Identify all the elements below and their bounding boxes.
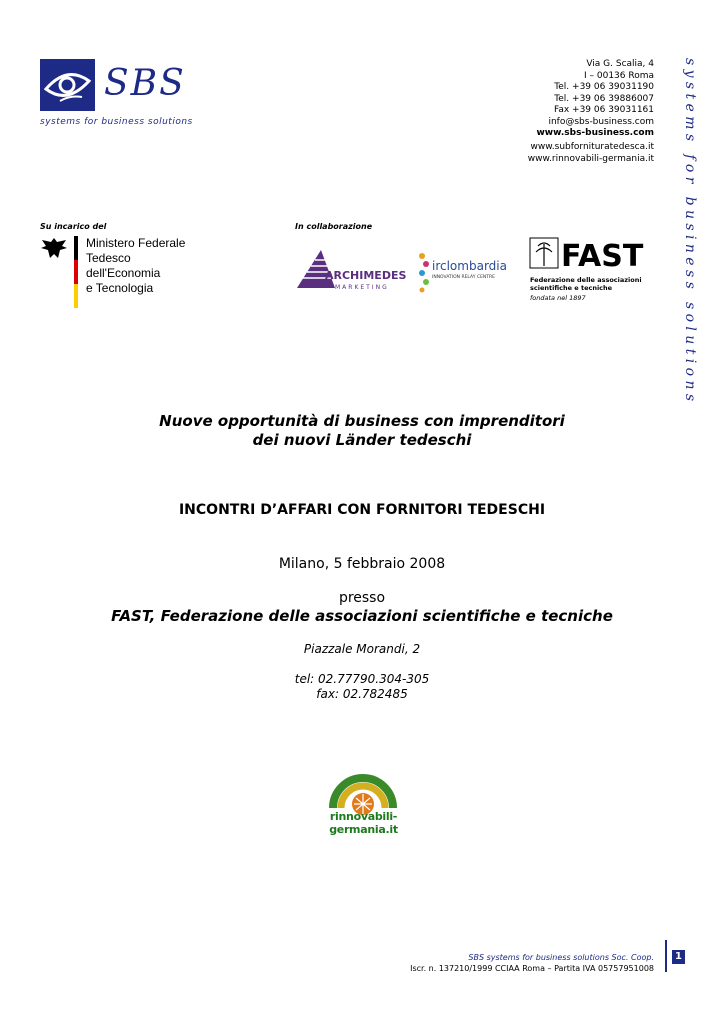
ministry-logo xyxy=(40,236,210,308)
fast-founded: fondata nel 1897 xyxy=(530,294,586,302)
venue-name: FAST, Federazione delle associazioni scientifiche e tecniche xyxy=(111,607,613,625)
address-line: Tel. +39 06 39886007 xyxy=(554,93,654,104)
title-line: Nuove opportunità di business con imprenditori xyxy=(159,412,565,430)
fast-logo xyxy=(530,238,644,310)
email-link[interactable]: info@sbs-business.com xyxy=(548,116,654,127)
main-title xyxy=(0,412,724,450)
venue-phone: tel: 02.77790.304-305 xyxy=(294,672,430,686)
site-link[interactable]: www.subfornituratedesca.it xyxy=(530,142,654,152)
logo-tagline: systems for business solutions xyxy=(40,117,193,127)
fast-desc: Federazione delle associazioni xyxy=(530,276,642,284)
irc-lombardia-logo xyxy=(418,248,508,293)
related-sites xyxy=(528,142,654,165)
archimedes-name: ARCHIMEDES xyxy=(325,269,407,282)
venue-fax: fax: 02.782485 xyxy=(316,687,408,701)
site-link[interactable]: www.rinnovabili-germania.it xyxy=(527,153,654,164)
ministry-line: Tedesco xyxy=(86,251,131,265)
commissioned-label: Su incarico del xyxy=(40,222,107,231)
ministry-line: dell'Economia xyxy=(86,266,161,280)
page-divider xyxy=(665,940,667,972)
logo-wordmark: SBS xyxy=(104,63,186,104)
title-line: dei nuovi Länder tedeschi xyxy=(252,431,472,449)
footer-company: SBS systems for business solutions Soc. Coop. xyxy=(468,953,654,962)
presso-label: presso xyxy=(338,590,386,606)
address-line: Fax +39 06 39031161 xyxy=(553,105,654,115)
rinnovabili-logo xyxy=(296,770,431,836)
event-title: INCONTRI D’AFFARI CON FORNITORI TEDESCHI xyxy=(178,502,546,518)
irc-sub: INNOVATION RELAY CENTRE xyxy=(432,275,496,280)
sbs-logo xyxy=(40,59,215,129)
vertical-tagline: systems for business solutions xyxy=(682,58,698,406)
archimedes-logo xyxy=(295,248,407,293)
archimedes-sub: MARKETING xyxy=(335,284,389,291)
fast-name: FAST xyxy=(561,239,644,274)
collaboration-label: In collaborazione xyxy=(295,222,373,231)
rinnovabili-text: rinnovabili-germania.it xyxy=(329,810,398,836)
address-block xyxy=(536,59,654,140)
address-line: Tel. +39 06 39031190 xyxy=(554,82,654,92)
eagle-icon xyxy=(40,236,68,262)
address-line: I – 00136 Roma xyxy=(583,70,654,81)
venue-address: Piazzale Morandi, 2 xyxy=(303,642,421,656)
eye-logo-icon xyxy=(40,59,95,111)
german-flag xyxy=(74,236,78,308)
ministry-name xyxy=(86,236,185,296)
page-number: 1 xyxy=(672,950,685,964)
ministry-line: e Tecnologia xyxy=(86,281,154,295)
fast-desc: scientifiche e tecniche xyxy=(530,284,613,292)
irc-name: irclombardia xyxy=(432,259,507,273)
ministry-line: Ministero Federale xyxy=(86,236,186,250)
footer-registration: Iscr. n. 137210/1999 CCIAA Roma – Partita IVA 05757951008 xyxy=(410,964,654,973)
event-date: Milano, 5 febbraio 2008 xyxy=(278,556,446,572)
address-line: Via G. Scalia, 4 xyxy=(586,59,654,69)
website-link[interactable]: www.sbs-business.com xyxy=(536,128,654,138)
